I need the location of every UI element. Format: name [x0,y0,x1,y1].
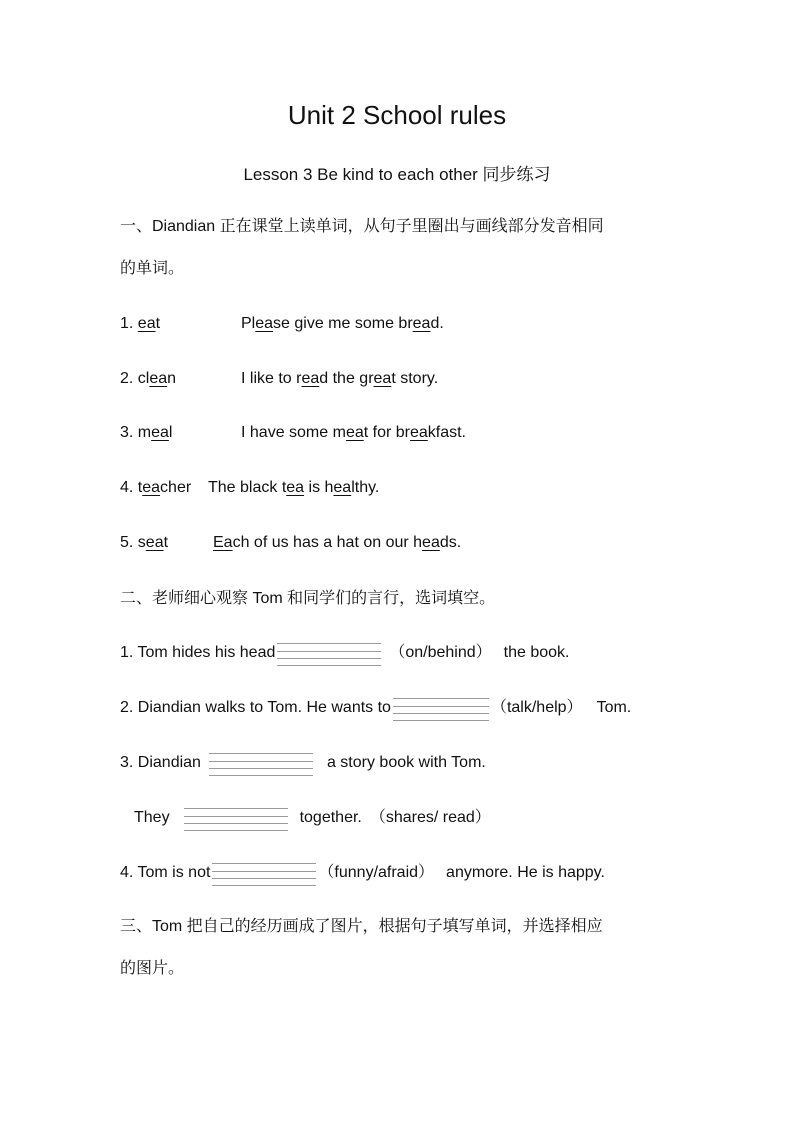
section3-heading: 三、Tom 把自己的经历画成了图片，根据句子填写单词，并选择相应 [120,918,603,935]
page-title: Unit 2 School rules [287,100,507,130]
page-subtitle: Lesson 3 Be kind to each other 同步练习 [243,165,551,184]
underlined-letters: ea [145,534,164,551]
phonics-item: 2. clean [120,370,177,387]
answer-blank[interactable] [393,695,489,721]
fill-question-3: 3. Diandian a story book with Tom. [120,750,486,776]
phonics-item: 4. teacher [120,479,192,496]
answer-blank[interactable] [277,640,381,666]
underlined-letters: ea [151,424,169,441]
answer-blank[interactable] [212,860,316,886]
section3-heading-cont: 的图片。 [120,960,185,977]
phonics-item: 3. meal [120,424,173,441]
fill-question-3b: They together. （shares/ read） [134,805,491,831]
underlined-letters: ea [142,479,161,496]
section2-heading: 二、老师细心观察 Tom 和同学们的言行，选词填空。 [120,590,496,607]
phonics-sentence: I have some meat for breakfast. [241,424,466,441]
phonics-sentence: I like to read the great story. [241,370,439,387]
fill-question-1: 1. Tom hides his head （on/behind） the book. [120,640,569,666]
phonics-sentence: Each of us has a hat on our heads. [213,534,462,551]
section1-heading: 一、Diandian 正在课堂上读单词，从句子里圈出与画线部分发音相同 [120,218,604,235]
fill-question-4: 4. Tom is not （funny/afraid） anymore. He is happy. [120,860,605,886]
section1-heading-cont: 的单词。 [120,260,185,277]
answer-blank[interactable] [184,805,288,831]
phonics-sentence: The black tea is healthy. [208,479,380,496]
answer-blank[interactable] [209,750,313,776]
phonics-item: 1. eat [120,315,161,332]
underlined-letters: ea [137,315,156,332]
phonics-sentence: Please give me some bread. [241,315,444,332]
underlined-letters: ea [149,370,168,387]
phonics-item: 5. seat [120,534,169,551]
fill-question-2: 2. Diandian walks to Tom. He wants to （talk/help） Tom. [120,695,631,721]
